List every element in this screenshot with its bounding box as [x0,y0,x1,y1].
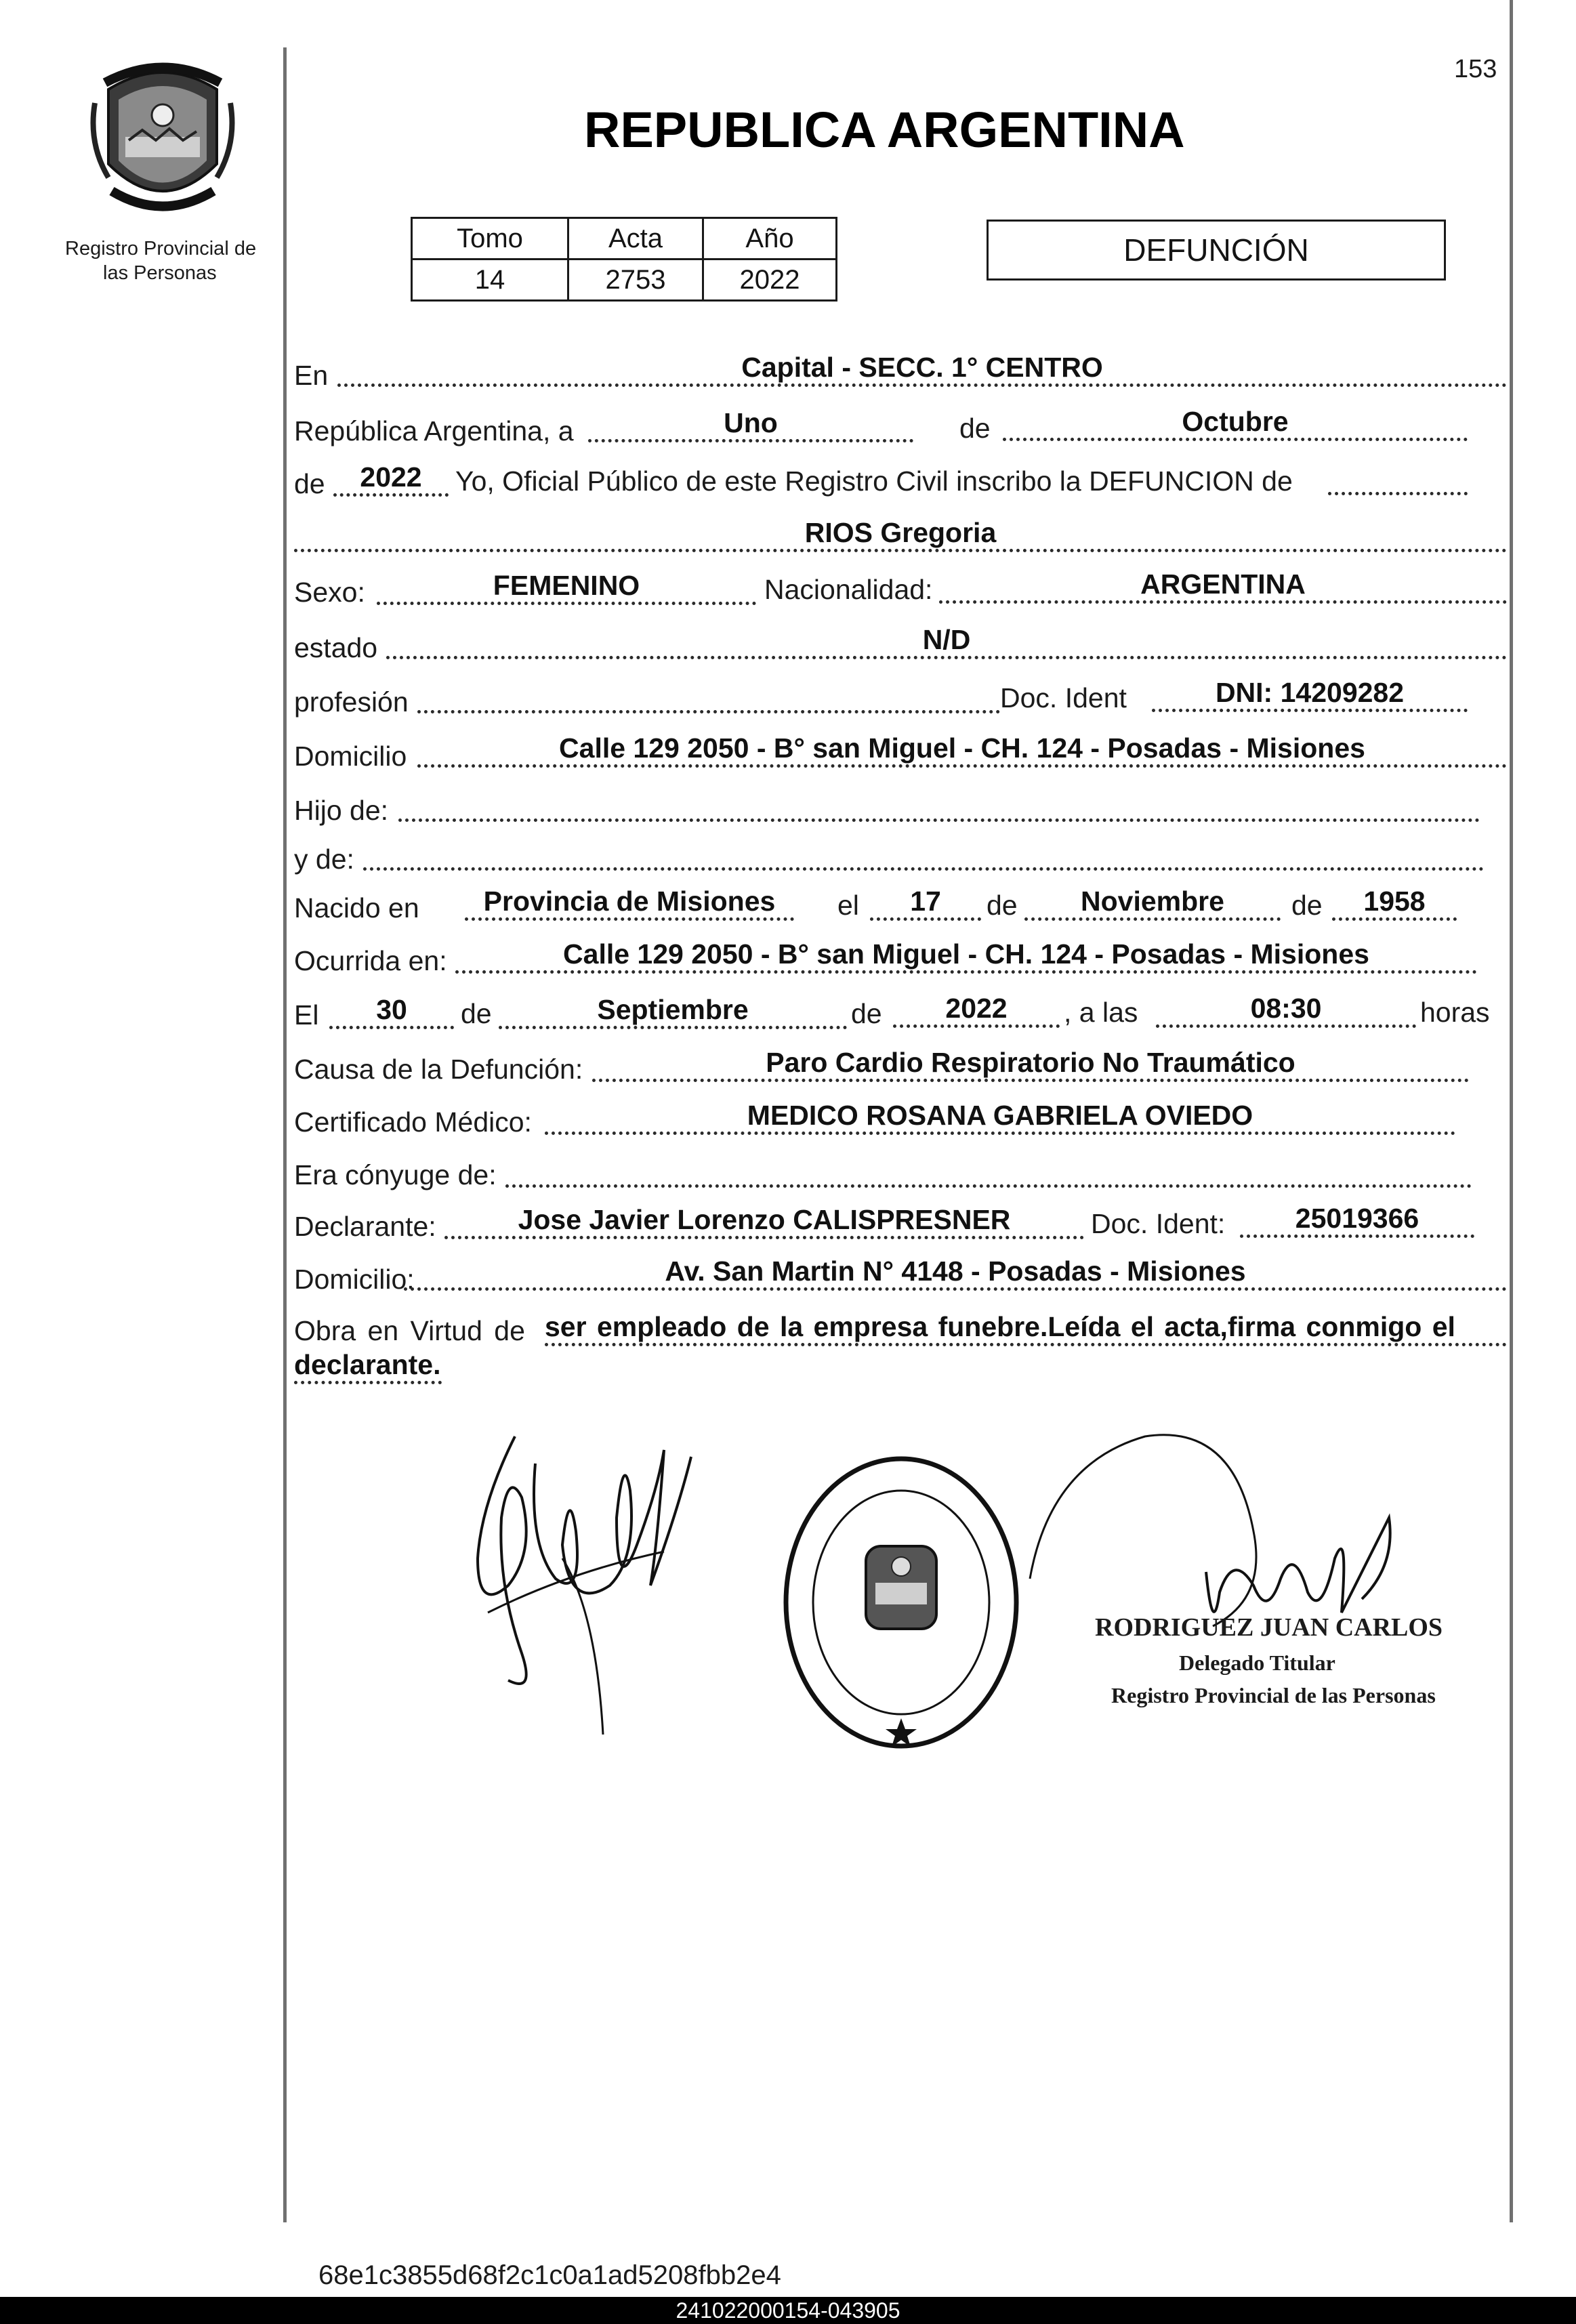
declarante-value: Jose Javier Lorenzo CALISPRESNER [444,1203,1084,1239]
official-name: RODRIGUEZ JUAN CARLOS [1095,1613,1443,1642]
yo-trailing-line [1328,459,1468,495]
obra-label: Obra en Virtud de [294,1315,525,1346]
page-number: 153 [1454,55,1497,83]
nacido-label: Nacido en [294,892,419,924]
header-acta: Acta [568,218,703,260]
value-acta: 2753 [568,260,703,301]
mes-value: Octubre [1003,405,1468,441]
nombre-value: RIOS Gregoria [294,516,1507,552]
causa-label: Causa de la Defunción: [294,1054,583,1085]
domicilio-label: Domicilio [294,741,407,772]
conyuge-label: Era cónyuge de: [294,1159,497,1190]
def-mes: Septiembre [499,993,847,1029]
estado-value: N/D [386,623,1507,659]
anio-value: 2022 [333,461,449,497]
left-margin-line [283,47,287,2222]
declarante-label: Declarante: [294,1211,436,1242]
nacionalidad-value: ARGENTINA [939,568,1507,604]
dia-value: Uno [588,407,913,442]
doc-ident2-label: Doc. Ident: [1091,1208,1226,1239]
right-margin-line [1510,0,1513,2222]
el-label: El [294,999,319,1031]
def-de-label-1: de [461,998,492,1029]
alas-label: , a las [1064,997,1138,1028]
official-role: Delegado Titular [1179,1651,1335,1675]
hijo-value [398,786,1480,822]
record-table [411,217,837,302]
def-anio: 2022 [893,992,1060,1028]
record-type: DEFUNCIÓN [1123,232,1309,268]
nacido-de-label-1: de [987,890,1018,921]
de-label-1: de [959,413,991,444]
footer-bar [0,2297,1576,2324]
domicilio2-label: Domicilio: [294,1264,415,1295]
registry-line2: las Personas [103,262,217,284]
nacido-el-label: el [837,890,859,921]
official-stamp [779,1450,1023,1755]
republica-label: República Argentina, a [294,415,574,447]
registry-line1: Registro Provincial de [65,238,257,260]
nacido-de-label-2: de [1291,890,1323,921]
obra-line2: declarante. [294,1348,442,1384]
declarant-signature [461,1409,718,1735]
ocurrida-label: Ocurrida en: [294,945,447,976]
domicilio2-value: Av. San Martin N° 4148 - Posadas - Misiones [404,1255,1507,1291]
page-title: REPUBLICA ARGENTINA [584,102,1185,158]
header-tomo: Tomo [412,218,568,260]
nacido-anio: 1958 [1332,885,1457,921]
certificado-value: MEDICO ROSANA GABRIELA OVIEDO [545,1099,1455,1135]
horas-label: horas [1420,997,1490,1028]
record-type-box [987,220,1446,281]
def-de-label-2: de [851,998,882,1029]
domicilio-value: Calle 129 2050 - B° san Miguel - CH. 124 - Posadas - Misiones [417,732,1507,768]
profesion-label: profesión [294,686,409,718]
doc-ident-label: Doc. Ident [1000,682,1127,713]
official-org: Registro Provincial de las Personas [1111,1683,1436,1707]
hijo-label: Hijo de: [294,795,389,826]
hora-value: 08:30 [1156,992,1416,1028]
nacido-lugar: Provincia de Misiones [465,885,794,921]
document-hash: 68e1c3855d68f2c1c0a1ad5208fbb2e4 [318,2260,781,2290]
estado-label: estado [294,632,378,663]
en-value: Capital - SECC. 1° CENTRO [337,351,1507,387]
de-label-2: de [294,468,325,499]
doc-ident2-value: 25019366 [1240,1202,1474,1238]
nacionalidad-label: Nacionalidad: [764,574,933,605]
obra-line1: ser empleado de la empresa funebre.Leída el acta,firma conmigo el [545,1310,1507,1346]
en-label: En [294,360,329,391]
nacido-dia: 17 [870,885,981,921]
yo-text: Yo, Oficial Público de este Registro Civil inscribo la DEFUNCION de [455,465,1293,497]
profesion-value [417,678,1000,713]
def-dia: 30 [329,993,454,1029]
sexo-value: FEMENINO [377,569,756,605]
ocurrida-value: Calle 129 2050 - B° san Miguel - CH. 124 - Posadas - Misiones [455,938,1477,974]
footer-code: 241022000154-043905 [676,2298,900,2323]
header-anio: Año [703,218,837,260]
value-anio: 2022 [703,260,837,301]
doc-ident-value: DNI: 14209282 [1152,676,1468,712]
province-logo [88,62,237,218]
sexo-label: Sexo: [294,577,365,608]
nacido-mes: Noviembre [1024,885,1281,921]
yde-value [363,835,1484,871]
conyuge-value [505,1152,1472,1188]
causa-value: Paro Cardio Respiratorio No Traumático [592,1046,1469,1082]
certificado-label: Certificado Médico: [294,1106,532,1138]
yde-label: y de: [294,844,354,875]
value-tomo: 14 [412,260,568,301]
